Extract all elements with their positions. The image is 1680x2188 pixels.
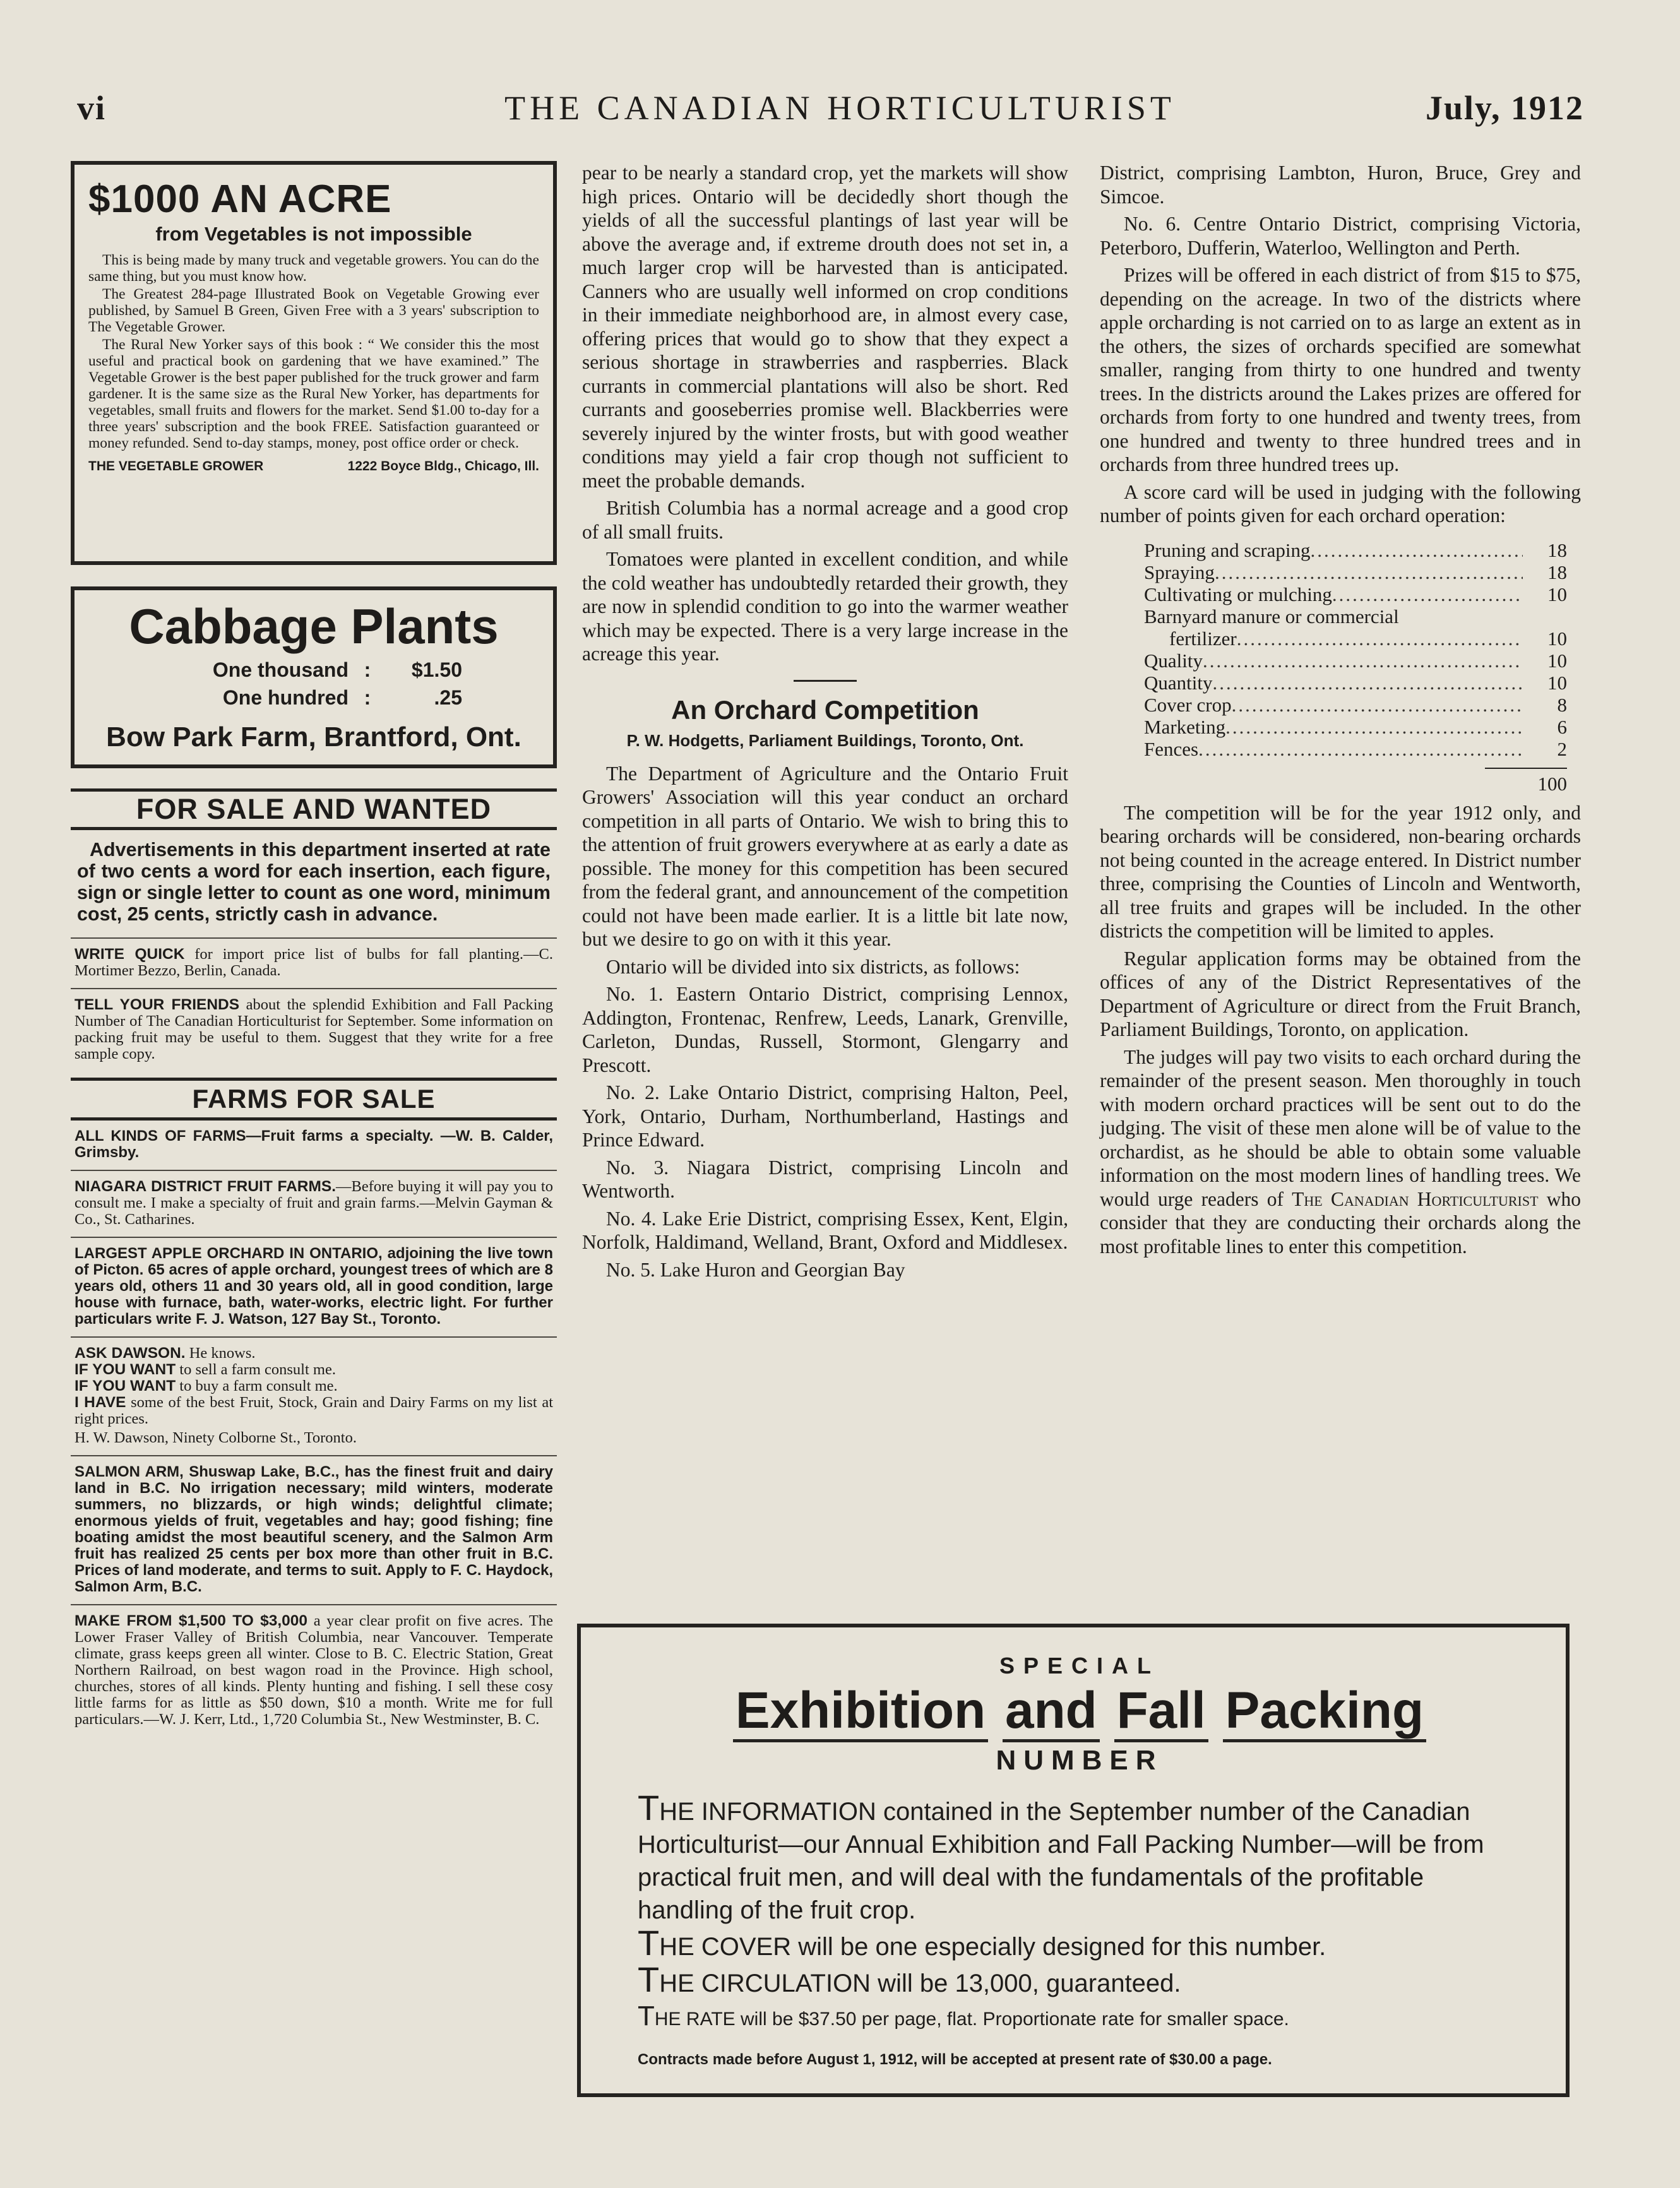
body-paragraph: No. 5. Lake Huron and Georgian Bay	[606, 1258, 905, 1281]
running-head-title: THE CANADIAN HORTICULTURIST	[504, 89, 1176, 127]
section-separator	[794, 680, 857, 682]
article-byline: P. W. Hodgetts, Parliament Buildings, Toronto, Ont.	[626, 731, 1024, 750]
body-paragraph: No. 3. Niagara District, comprising Lincoln and Wentworth.	[582, 1156, 1068, 1202]
score-item: Marketing	[1144, 715, 1226, 738]
special-title	[638, 1679, 1522, 1742]
score-points: 8	[1557, 693, 1567, 716]
price-quantity: One thousand	[212, 658, 349, 681]
column-left	[71, 161, 557, 1737]
ad-vegetable-footer	[88, 459, 539, 474]
score-row	[1144, 672, 1567, 694]
classified-ad-text: to buy a farm consult me.	[176, 1377, 338, 1394]
classified-ad: LARGEST APPLE ORCHARD IN ONTARIO, adjoining the live town of Picton. 65 acres of apple orchard, youngest trees of which are 8 years old, others 11 and 30 years old, all in good condition, large house with furnace, bath, water-works, electric light. For further particulars write F. J. Watson, 127 Bay St., Toronto.	[74, 1245, 553, 1328]
page-folio: vi	[77, 89, 107, 127]
score-row	[1144, 605, 1567, 627]
farms-heading: FARMS FOR SALE	[192, 1084, 436, 1114]
running-head-date: July, 1912	[1425, 89, 1584, 127]
ad-vegetable-paragraph: The Rural New Yorker says of this book : “ We consider this the most useful and practical book on gardening that we have examined.” The Vegetable Grower is the best paper published for the truck grower and farm gardener. It is the same size as the Rural New Yorker, has departments for vegetables, small fruits and flowers for the market. Send $1.00 to-day for a three years' subscription and the book FREE. Satisfaction guaranteed or money refunded. Send to-day stamps, money, post office order or check.	[88, 336, 539, 451]
special-number-announcement	[577, 1624, 1570, 2097]
score-row	[1144, 583, 1567, 605]
ad-vegetable-address: 1222 Boyce Bldg., Chicago, Ill.	[347, 459, 539, 473]
ad-vegetable-paragraph: The Greatest 284-page Illustrated Book on Vegetable Growing ever published, by Samuel B Green, Given Free with a 3 years' subscription to The Vegetable Grower.	[88, 286, 539, 335]
classified-ad-lead: IF YOU WANT	[74, 1361, 176, 1378]
score-row	[1144, 627, 1567, 650]
ad-vegetable-advertiser: THE VEGETABLE GROWER	[88, 459, 264, 473]
for-sale-rates-notice: Advertisements in this department inserted at rate of two cents a word for each insertion, each figure, sign or single letter to count as one word, minimum cost, 25 cents, strictly cash in advance.	[77, 839, 551, 925]
drop-cap: T	[638, 1923, 660, 1963]
score-total: 100	[1485, 768, 1567, 795]
score-points	[1523, 605, 1567, 627]
score-points: 18	[1547, 561, 1567, 583]
classified-ad-lead: MAKE FROM $1,500 TO $3,000	[74, 1612, 308, 1629]
score-item: Cover crop	[1144, 693, 1232, 716]
body-paragraph: Regular application forms may be obtained from the offices of any of the District Representatives of the Department of Agriculture or direct from the Fruit Branch, Parliament Buildings, Toronto, on application.	[1100, 947, 1581, 1040]
classified-ad	[71, 989, 557, 1071]
body-text: The judges will pay two visits to each orchard during the remainder of the present season. Men thoroughly in touch with modern orchard practices will be sent out to do the judging. The visit of these men alone will be of value to the orchardist, as he should be able to obtain some valuable information on the most modern lines of handling trees. We would urge readers of	[1100, 1045, 1581, 1210]
special-title-word: Exhibition	[733, 1682, 988, 1742]
score-points: 10	[1547, 671, 1567, 694]
special-line	[638, 2000, 1522, 2036]
body-paragraph: A score card will be used in judging with the following number of points given for each orchard operation:	[1100, 480, 1581, 526]
classified-ad-text: He knows.	[185, 1345, 256, 1362]
price-value: .25	[434, 686, 462, 709]
ad-cabbage-headline: Cabbage Plants	[129, 598, 499, 654]
drop-cap: T	[638, 1788, 660, 1828]
classified-ad	[71, 1171, 557, 1237]
classified-ad-signature: H. W. Dawson, Ninety Colborne St., Toronto.	[74, 1429, 357, 1446]
score-item: Barnyard manure or commercial	[1144, 605, 1399, 627]
body-paragraph: No. 2. Lake Ontario District, comprising Halton, Peel, York, Ontario, Durham, Northumberland, Hastings and Prince Edward.	[582, 1081, 1068, 1151]
classified-ad	[71, 939, 557, 988]
classified-ad-lead: NIAGARA DISTRICT FRUIT FARMS.	[74, 1178, 337, 1195]
score-card-table	[1144, 539, 1567, 795]
score-item: Fences	[1144, 737, 1199, 760]
special-text: HE INFORMATION contained in the September number of the Canadian Horticulturist—our Annual Exhibition and Fall Packing Number—will be from practical fruit men, and will deal with the fundamentals of the profitable handling of the fruit crop.	[638, 1798, 1484, 1924]
score-points: 6	[1557, 715, 1567, 738]
ad-cabbage-plants	[71, 586, 557, 768]
classified-ad: SALMON ARM, Shuswap Lake, B.C., has the finest fruit and dairy land in B.C. No irrigation necessary; mild winters, moderate summers, no blizzards, or high winds; delightful climate; enormous yields of fruit, vegetables and hay; good fishing; fine boating amidst the most beautiful scenery, and the Salmon Arm fruit has realized 25 cents per box more than other fruit in B.C. Prices of land moderate, and terms to suit. Apply to F. C. Haydock, Salmon Arm, B.C.	[74, 1463, 553, 1595]
classified-ad-text: to sell a farm consult me.	[176, 1361, 336, 1378]
price-value: $1.50	[411, 658, 462, 681]
special-line	[638, 1788, 1522, 1927]
body-paragraph: No. 1. Eastern Ontario District, comprising Lennox, Addington, Frontenac, Renfrew, Leeds, Lanark, Grenville, Carleton, Dundas, Russell, Stormont, Glengarry and Prescott.	[582, 983, 1068, 1076]
body-paragraph: The competition will be for the year 1912 only, and bearing orchards will be considered, non-bearing orchards not being counted in the acreage entered. In District number three, comprising the Counties of Lincoln and Wentworth, all tree fruits and grapes will be included. In the other districts the competition will be limited to apples.	[1100, 801, 1581, 942]
score-points: 10	[1547, 649, 1567, 672]
body-paragraph: Ontario will be divided into six districts, as follows:	[606, 955, 1020, 978]
classified-ad: ALL KINDS OF FARMS—Fruit farms a specialty. —W. B. Calder, Grimsby.	[74, 1127, 553, 1161]
classified-ad-text: for import price list of bulbs for fall planting.—C. Mortimer Bezzo, Berlin, Canada.	[74, 946, 554, 979]
body-paragraph: Prizes will be offered in each district of from $15 to $75, depending on the acreage. In two of the districts where apple orcharding is not carried on to as large an extent as in the others, the sizes of orchards specified are somewhat smaller, ranging from thirty to one hundred and twenty trees. In the districts around the Lakes prizes are offered for orchards from forty to one hundred and twenty trees, from one hundred and twenty to three hundred trees and in orchards from three hundred trees up.	[1100, 264, 1581, 475]
score-points: 18	[1547, 538, 1567, 561]
body-paragraph: Tomatoes were planted in excellent condition, and while the cold weather has undoubtedly retarded their growth, they are now in splendid condition to go into the warmer weather which may be expected. There is a very large increase in the acreage this year.	[582, 548, 1068, 665]
for-sale-heading: FOR SALE AND WANTED	[136, 793, 492, 825]
body-paragraph	[1100, 1045, 1581, 1259]
drop-cap: T	[638, 2001, 655, 2031]
score-item: Quality	[1144, 649, 1203, 672]
drop-cap: T	[638, 1959, 660, 1999]
classified-ad-text: a year clear profit on five acres. The Lower Fraser Valley of British Columbia, near Vancouver. Temperate climate, grass keeps green all winter. Close to B. C. Electric Station, Great Northern Railroad, on best wagon road in the Province. High school, churches, stores of all kinds. Plenty hunting and fishing. I sell these cosy little farms for as little as $50 down, $10 a month. Write me for full particulars.—W. J. Kerr, Ltd., 1,720 Columbia St., New Westminster, B. C.	[74, 1612, 553, 1728]
body-paragraph: District, comprising Lambton, Huron, Bruce, Grey and Simcoe.	[1100, 162, 1581, 208]
score-row	[1144, 738, 1567, 760]
special-title-word: Fall	[1114, 1682, 1208, 1742]
article-title: An Orchard Competition	[671, 694, 979, 725]
special-line	[638, 1959, 1522, 2000]
classified-ad	[71, 1605, 557, 1737]
body-paragraph: pear to be nearly a standard crop, yet the markets will show high prices. Ontario will be decidedly short though the yields of all the successful plantings of last year will be above the average and, if extreme drouth does not set in, a much larger crop will be harvested than is anticipated. Canners who are usually well informed on crop conditions in their immediate neighborhood are, in almost every case, offering prices that would go to show that they expect a serious shortage in strawberries and raspberries. Black currants in commercial plantations will also be short. Red currants and gooseberries promise well. Blackberries were severely injured by the winter frosts, but with good weather conditions may yield a fair crop though not sufficient to meet the probable demands.	[582, 162, 1068, 492]
special-text: HE RATE will be $37.50 per page, flat. Proportionate rate for smaller space.	[654, 2009, 1289, 2030]
price-quantity: One hundred	[222, 686, 349, 709]
ad-vegetable-headline: $1000 AN ACRE	[88, 177, 392, 221]
score-row	[1144, 694, 1567, 716]
score-item: Pruning and scraping	[1144, 538, 1311, 561]
classified-ad-lead: IF YOU WANT	[74, 1377, 176, 1394]
column-middle	[582, 161, 1068, 1285]
score-row	[1144, 561, 1567, 583]
special-text: HE COVER will be one especially designed for this number.	[659, 1933, 1326, 1961]
body-paragraph: British Columbia has a normal acreage and a good crop of all small fruits.	[582, 497, 1068, 543]
body-text: who consider that they are conducting their orchards along the most profitable lines to enter this competition.	[1100, 1187, 1582, 1258]
ad-vegetable-grower	[71, 161, 557, 565]
score-item: Spraying	[1144, 561, 1215, 583]
score-points: 10	[1547, 583, 1567, 605]
ad-vegetable-paragraph: This is being made by many truck and vegetable growers. You can do the same thing, but you must know how.	[88, 252, 539, 285]
score-item: Cultivating or mulching	[1144, 583, 1332, 605]
special-contract-note: Contracts made before August 1, 1912, will be accepted at present rate of $30.00 a page.	[638, 2051, 1272, 2068]
ad-cabbage-footer: Bow Park Farm, Brantford, Ont.	[106, 722, 521, 752]
special-text: HE CIRCULATION will be 13,000, guaranteed.	[659, 1970, 1181, 1997]
special-kicker: SPECIAL	[999, 1653, 1160, 1679]
special-title-word: Packing	[1223, 1682, 1426, 1742]
score-row	[1144, 539, 1567, 561]
body-paragraph: No. 4. Lake Erie District, comprising Essex, Kent, Elgin, Norfolk, Haldimand, Welland, Brant, Oxford and Middlesex.	[582, 1207, 1068, 1253]
ad-vegetable-subhead: from Vegetables is not impossible	[155, 223, 472, 245]
special-line	[638, 1923, 1522, 1963]
score-item: Quantity	[1144, 671, 1213, 694]
ad-cabbage-price-row	[87, 684, 540, 711]
column-right	[1100, 161, 1581, 1262]
classified-ad	[71, 1338, 557, 1455]
classified-ad-lead: WRITE QUICK	[74, 946, 185, 963]
score-item: fertilizer	[1169, 627, 1237, 650]
score-points: 10	[1547, 627, 1567, 650]
body-paragraph: The Department of Agriculture and the Ontario Fruit Growers' Association will this year conduct an orchard competition in all parts of Ontario. We wish to bring this to the attention of fruit growers everywhere at as early a date as possible. The money for this competition has been secured from the federal grant, and announcement of the competition could not have been made earlier. It is a little bit late now, but we desire to go on with it this year.	[582, 762, 1068, 950]
special-title-word: and	[1003, 1682, 1100, 1742]
score-points: 2	[1557, 737, 1567, 760]
magazine-name: The Canadian Horticulturist	[1292, 1187, 1539, 1210]
price-separator: :	[364, 658, 371, 681]
special-subtitle: NUMBER	[996, 1745, 1164, 1776]
score-row	[1144, 716, 1567, 738]
classified-ad-text: about the splendid Exhibition and Fall Packing Number of The Canadian Horticulturist for September. Some information on packing fruit may be useful to them. Suggest that they write for a free sample copy.	[74, 996, 553, 1062]
classified-ad-text: some of the best Fruit, Stock, Grain and Dairy Farms on my list at right prices.	[74, 1394, 553, 1427]
classified-ad-text: —Before buying it will pay you to consult me. I make a specialty of fruit and grain farms.—Melvin Gayman & Co., St. Catharines.	[74, 1178, 553, 1228]
classified-ad-lead: ASK DAWSON.	[74, 1345, 186, 1362]
classified-ad-lead: TELL YOUR FRIENDS	[74, 996, 240, 1013]
ad-cabbage-price-row	[87, 656, 540, 684]
score-row	[1144, 650, 1567, 672]
body-paragraph: No. 6. Centre Ontario District, comprising Victoria, Peterboro, Dufferin, Waterloo, Wellington and Perth.	[1100, 213, 1581, 259]
price-separator: :	[364, 686, 371, 709]
classified-ad-lead: I HAVE	[74, 1394, 126, 1411]
